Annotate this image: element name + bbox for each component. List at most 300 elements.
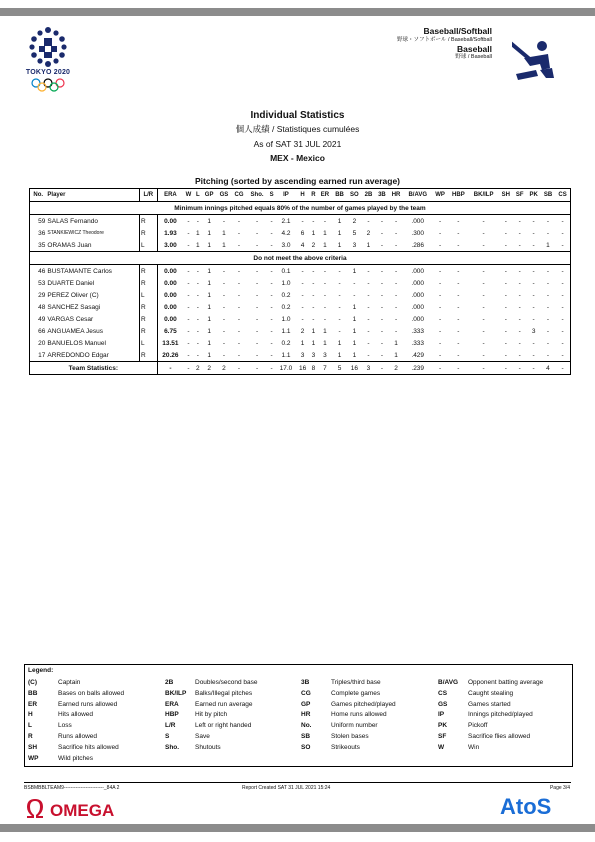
table-cell: - [323, 303, 327, 311]
table-cell: .333 [411, 339, 425, 347]
legend-description: Sacrifice flies allowed [468, 732, 531, 740]
table-cell: - [526, 362, 540, 375]
legend-key: BK/ILP [165, 689, 187, 697]
legend-description: Earned run average [195, 700, 253, 708]
legend-description: Balks/Illegal pitches [195, 689, 253, 697]
player-row [30, 265, 571, 278]
table-cell: 1.0 [281, 279, 291, 287]
table-cell: 2 [217, 362, 232, 375]
table-cell: - [546, 291, 550, 299]
table-cell: - [513, 362, 526, 375]
table-cell: R [140, 215, 158, 228]
player-row [30, 313, 571, 325]
table-cell: - [222, 279, 226, 287]
table-cell: - [367, 267, 370, 275]
table-cell: - [457, 303, 460, 311]
table-cell: 1 [195, 241, 200, 249]
table-cell: 1 [207, 339, 211, 347]
table-cell: - [504, 241, 507, 249]
legend-entry [438, 700, 543, 711]
table-cell: - [546, 229, 550, 237]
table-cell: - [312, 303, 315, 311]
table-cell: 1 [394, 351, 398, 359]
table-cell: - [270, 217, 273, 225]
table-cell: - [457, 339, 460, 347]
table-cell: - [222, 291, 226, 299]
table-cell: 35 [30, 239, 47, 252]
report-subtitle: 個人成績 / Statistiques cumulées [235, 124, 360, 134]
table-cell: L [140, 239, 158, 252]
table-cell: - [353, 291, 356, 299]
table-cell: 0.2 [281, 291, 291, 299]
table-cell: - [222, 217, 226, 225]
table-cell: - [237, 291, 241, 299]
table-cell: 1 [207, 229, 211, 237]
table-cell: - [255, 291, 259, 299]
table-cell: - [518, 351, 521, 359]
table-cell: - [555, 227, 570, 239]
table-cell: - [255, 241, 259, 249]
table-cell: 1 [352, 339, 357, 347]
team-statistics-label: Team Statistics: [30, 362, 158, 375]
player-row [30, 337, 571, 349]
table-cell: - [270, 315, 273, 323]
table-cell: 1 [323, 229, 327, 237]
legend-entry [438, 743, 543, 754]
legend-key: IP [438, 711, 445, 719]
table-cell: - [237, 217, 241, 225]
table-cell: 0.2 [281, 303, 291, 311]
table-cell: - [532, 229, 535, 237]
table-cell: 16 [347, 362, 362, 375]
section-header-row [30, 202, 571, 215]
table-cell: 1 [311, 327, 316, 335]
legend-key: No. [301, 722, 312, 730]
table-cell: - [270, 267, 273, 275]
table-cell: - [301, 217, 304, 225]
table-cell: 20 [30, 337, 47, 349]
table-cell: - [270, 303, 273, 311]
legend-key: 3B [301, 679, 310, 686]
table-cell: - [457, 267, 460, 275]
table-cell: 1.93 [157, 227, 183, 239]
table-cell: - [457, 291, 460, 299]
table-cell: - [504, 217, 507, 225]
legend-key: (C) [28, 679, 38, 686]
table-cell: - [394, 267, 398, 275]
table-cell: 5 [332, 362, 347, 375]
table-cell: - [187, 229, 190, 237]
table-cell: - [255, 351, 259, 359]
table-cell: - [457, 241, 460, 249]
table-cell: ANGUAMEA Jesus [47, 327, 104, 335]
table-cell: - [482, 229, 485, 237]
legend-key: ERA [165, 700, 179, 708]
table-cell: - [555, 239, 570, 252]
table-cell: - [504, 339, 507, 347]
table-cell: .239 [403, 362, 432, 375]
table-cell: - [432, 362, 448, 375]
column-header: GP [202, 189, 217, 202]
table-cell: - [222, 315, 226, 323]
table-cell: - [457, 279, 460, 287]
table-cell: 48 [30, 301, 47, 313]
table-cell: - [555, 362, 570, 375]
column-header: CG [231, 189, 246, 202]
table-cell: - [532, 351, 535, 359]
table-cell: 4 [541, 362, 555, 375]
column-header: W [183, 189, 194, 202]
table-cell: - [196, 217, 199, 225]
table-cell: 1 [195, 229, 200, 237]
table-cell: - [312, 217, 315, 225]
legend-entry [165, 732, 258, 743]
section-label: Minimum innings pitched equals 80% of the number of games played by the team [30, 202, 571, 215]
table-cell: - [555, 265, 570, 278]
column-header: 2B [362, 189, 375, 202]
legend-description: Complete games [331, 689, 381, 697]
legend-key: SH [28, 743, 38, 751]
table-cell: 1 [207, 351, 211, 359]
report-created: Report Created SAT 31 JUL 2021 15:24 [242, 785, 331, 791]
table-cell: - [482, 339, 485, 347]
table-cell: ARREDONDO Edgar [47, 351, 109, 359]
report-code: BSBMBBLTEAM9------------------------_84A 2 [24, 785, 120, 791]
legend [24, 664, 573, 767]
table-cell: - [504, 279, 507, 287]
legend-key: HR [301, 711, 311, 719]
table-cell: - [157, 362, 183, 375]
table-cell: - [439, 217, 442, 225]
table-cell: - [338, 303, 341, 311]
table-cell: - [301, 315, 304, 323]
legend-key: SF [438, 732, 447, 740]
legend-description: Captain [58, 679, 81, 686]
table-cell: 0.2 [281, 339, 291, 347]
table-cell: - [323, 315, 327, 323]
table-cell: - [338, 291, 341, 299]
table-cell: 2.1 [281, 217, 291, 225]
table-cell: R [140, 227, 158, 239]
table-cell: - [448, 362, 468, 375]
table-cell: - [187, 267, 190, 275]
player-row [30, 215, 571, 228]
column-header: SH [499, 189, 513, 202]
table-cell: - [367, 279, 370, 287]
table-cell: .333 [411, 327, 425, 335]
column-header: 3B [375, 189, 388, 202]
table-cell: 8 [309, 362, 318, 375]
table-cell: 17.0 [276, 362, 296, 375]
table-cell: - [457, 327, 460, 335]
table-cell: - [255, 229, 259, 237]
legend-description: Win [468, 743, 480, 751]
table-cell: - [504, 315, 507, 323]
legend-description: Wild pitches [58, 754, 94, 762]
table-cell: - [555, 277, 570, 289]
table-cell: .000 [411, 267, 425, 275]
column-header: BK/ILP [469, 189, 499, 202]
table-cell: - [222, 267, 226, 275]
table-cell: - [323, 217, 327, 225]
table-cell: .000 [411, 279, 425, 287]
legend-key: L/R [165, 722, 176, 730]
table-cell: - [394, 229, 398, 237]
legend-description: Hits allowed [58, 711, 94, 719]
legend-key: H [28, 711, 33, 719]
table-cell: - [380, 339, 383, 347]
table-cell: 2 [311, 241, 316, 249]
legend-entry [28, 700, 124, 711]
legend-key: GS [438, 700, 448, 708]
legend-description: Home runs allowed [331, 711, 387, 719]
table-cell: - [196, 291, 199, 299]
table-cell: - [532, 315, 535, 323]
legend-entry [301, 678, 396, 689]
legend-description: Sacrifice hits allowed [58, 743, 119, 751]
legend-column [438, 678, 543, 754]
table-cell: 3.00 [157, 239, 183, 252]
legend-key: CG [301, 689, 311, 697]
table-cell: 1 [323, 241, 327, 249]
table-cell: - [187, 303, 190, 311]
table-cell: - [439, 291, 442, 299]
table-cell: - [187, 339, 190, 347]
table-cell: - [196, 351, 199, 359]
table-cell: .000 [411, 303, 425, 311]
table-cell: - [222, 339, 226, 347]
table-cell: - [394, 327, 398, 335]
legend-key: BB [28, 689, 38, 697]
table-cell: 6 [300, 229, 305, 237]
table-cell: - [367, 327, 370, 335]
table-cell: - [482, 303, 485, 311]
discipline-subtitle: 野球 / Baseball [455, 54, 492, 61]
player-row [30, 277, 571, 289]
table-cell: - [546, 303, 550, 311]
table-cell: - [237, 229, 241, 237]
legend-description: Games pitched/played [331, 700, 396, 708]
table-cell: - [187, 279, 190, 287]
table-cell: - [555, 337, 570, 349]
discipline-title: Baseball [457, 43, 492, 54]
table-cell: - [439, 315, 442, 323]
table-cell: - [394, 217, 398, 225]
table-cell: 3 [323, 351, 327, 359]
table-cell: - [482, 217, 485, 225]
table-cell: - [196, 339, 199, 347]
table-cell: - [532, 291, 535, 299]
table-cell: - [237, 303, 241, 311]
table-cell: 3.0 [281, 241, 291, 249]
table-cell: - [518, 303, 521, 311]
bottom-bar [0, 824, 595, 832]
player-row [30, 289, 571, 301]
table-cell: STANKIEWICZ Theodore [47, 230, 104, 236]
table-cell: - [504, 303, 507, 311]
table-cell: 0.00 [157, 265, 183, 278]
table-title: Pitching (sorted by ascending earned run average) [195, 176, 400, 186]
table-cell: - [231, 362, 246, 375]
table-cell: PEREZ Oliver (C) [47, 291, 99, 299]
column-header: PK [526, 189, 540, 202]
table-cell: - [532, 279, 535, 287]
table-cell: - [518, 217, 521, 225]
table-cell: - [301, 291, 304, 299]
legend-entry [28, 743, 124, 754]
table-cell: - [367, 315, 370, 323]
column-header: Player [46, 189, 139, 202]
table-cell: 1 [222, 241, 226, 249]
table-cell: 0.00 [157, 215, 183, 228]
table-cell: - [375, 362, 388, 375]
legend-key: WP [28, 754, 39, 762]
table-cell: .000 [411, 217, 425, 225]
table-cell: - [270, 339, 273, 347]
table-cell: - [482, 279, 485, 287]
table-cell: - [323, 291, 327, 299]
table-cell: - [546, 315, 550, 323]
table-cell: - [546, 351, 550, 359]
table-cell: - [196, 267, 199, 275]
legend-entry [165, 721, 258, 732]
column-header: IP [276, 189, 296, 202]
table-cell: 1 [311, 339, 316, 347]
table-cell: - [518, 279, 521, 287]
legend-entry [438, 721, 543, 732]
legend-entry [301, 700, 396, 711]
sport-subtitle: 野球・ソフトボール / Baseball/Softball [397, 36, 492, 43]
table-cell: - [338, 315, 341, 323]
legend-entry [165, 689, 258, 700]
table-cell: - [267, 362, 275, 375]
table-cell: ORAMAS Juan [47, 241, 92, 249]
table-cell: - [312, 267, 315, 275]
table-cell: - [237, 241, 241, 249]
table-cell: - [439, 303, 442, 311]
table-cell: - [380, 229, 383, 237]
table-cell: - [255, 327, 259, 335]
table-cell: - [323, 267, 327, 275]
table-cell: 5 [352, 229, 357, 237]
legend-description: Loss [58, 722, 72, 730]
table-header-row [30, 189, 571, 202]
table-cell: 1 [337, 241, 342, 249]
table-cell: - [301, 267, 304, 275]
legend-entry [165, 700, 258, 711]
table-cell: 1 [207, 315, 211, 323]
table-cell: - [187, 327, 190, 335]
table-cell: - [518, 241, 521, 249]
legend-description: Left or right handed [195, 722, 252, 730]
table-cell: 1 [207, 267, 211, 275]
table-cell: - [469, 362, 499, 375]
legend-entry [301, 732, 396, 743]
table-cell: - [380, 241, 383, 249]
table-cell: 1.1 [281, 351, 291, 359]
table-cell: 0.00 [157, 289, 183, 301]
table-cell: - [196, 279, 199, 287]
table-cell: 16 [296, 362, 309, 375]
table-cell: - [504, 351, 507, 359]
column-header: Sho. [247, 189, 268, 202]
table-cell: 3 [311, 351, 316, 359]
table-cell: - [555, 325, 570, 337]
table-cell: - [255, 303, 259, 311]
legend-entry [165, 678, 258, 689]
table-cell: 17 [30, 349, 47, 362]
table-cell: 1 [311, 229, 316, 237]
table-cell: - [255, 339, 259, 347]
column-header: SF [513, 189, 526, 202]
table-cell: 3 [300, 351, 305, 359]
table-cell: 1 [222, 229, 226, 237]
tokyo-2020-emblem [20, 24, 76, 94]
table-cell: - [518, 327, 521, 335]
table-cell: - [504, 267, 507, 275]
table-cell: - [270, 291, 273, 299]
legend-key: R [28, 732, 33, 740]
table-cell: .286 [411, 241, 425, 249]
table-cell: 4 [300, 241, 305, 249]
table-cell: 1 [337, 351, 342, 359]
table-cell: - [439, 229, 442, 237]
table-cell: - [247, 362, 268, 375]
table-cell: - [439, 267, 442, 275]
table-cell: BUSTAMANTE Carlos [47, 267, 112, 275]
table-cell: - [394, 241, 398, 249]
table-cell: - [367, 351, 370, 359]
section-header-row [30, 252, 571, 265]
table-cell: - [367, 339, 370, 347]
table-cell: - [546, 327, 550, 335]
table-cell: - [532, 241, 535, 249]
table-cell: 1.1 [281, 327, 291, 335]
table-cell: - [532, 217, 535, 225]
top-bar [0, 8, 595, 16]
table-cell: 36 [30, 227, 47, 239]
table-cell: 1 [207, 217, 211, 225]
table-cell: - [439, 241, 442, 249]
player-row [30, 227, 571, 239]
table-cell: - [504, 229, 507, 237]
table-cell: BANUELOS Manuel [47, 339, 106, 347]
column-header: H [296, 189, 309, 202]
table-cell: - [518, 339, 521, 347]
table-cell: 1 [323, 339, 327, 347]
table-cell: 59 [30, 215, 47, 228]
legend-entry [438, 678, 543, 689]
table-cell: 4.2 [281, 229, 291, 237]
table-cell: - [255, 315, 259, 323]
legend-column [301, 678, 396, 754]
legend-description: Hit by pitch [195, 711, 228, 719]
table-cell: - [338, 267, 341, 275]
table-cell: - [380, 327, 383, 335]
column-header: GS [217, 189, 232, 202]
table-cell: R [140, 349, 158, 362]
table-cell: - [270, 229, 273, 237]
column-header: SB [541, 189, 555, 202]
column-header: CS [555, 189, 570, 202]
legend-column [28, 678, 124, 764]
legend-entry [301, 710, 396, 721]
table-cell: - [518, 315, 521, 323]
column-header: L/R [140, 189, 158, 202]
column-header: HR [389, 189, 404, 202]
table-cell: - [482, 241, 485, 249]
legend-key: S [165, 732, 170, 740]
